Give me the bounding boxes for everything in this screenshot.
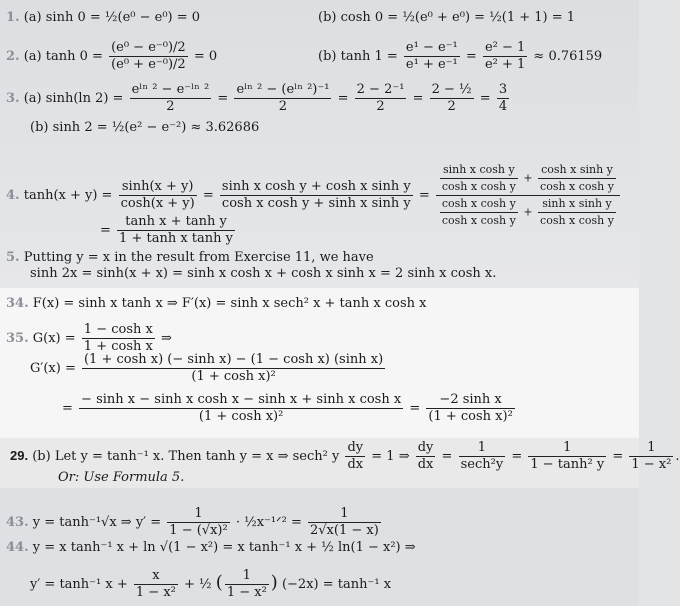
exercise-3b <box>30 120 259 136</box>
numerator: sinh x cosh y + cosh x sinh y <box>221 179 411 194</box>
exercise-4-result <box>100 214 237 247</box>
exercise-number: 1. <box>6 10 20 25</box>
fraction <box>167 506 229 539</box>
equation-lhs: G(x) = <box>32 331 76 346</box>
exercise-2a <box>6 40 217 73</box>
numerator: −2 sinh x <box>439 392 502 407</box>
equation: cosh 0 = ½(e⁰ + e⁰) = ½(1 + 1) = 1 <box>340 10 576 25</box>
equals: = <box>418 188 430 203</box>
fraction <box>234 82 331 115</box>
fraction <box>528 440 606 473</box>
exercise-number: 35. <box>6 331 29 346</box>
denominator: cosh(x + y) <box>120 196 195 211</box>
denominator: 1 − (√x)² <box>169 523 228 538</box>
numerator: 3 <box>498 82 508 97</box>
numerator: x <box>152 568 160 583</box>
period: . <box>675 449 680 464</box>
paren-open: ( <box>215 572 223 593</box>
part-label: (b) <box>318 49 337 64</box>
fraction <box>497 82 509 115</box>
fraction <box>629 440 673 473</box>
equation-rhs: = 0 <box>193 49 218 64</box>
fraction <box>82 322 155 355</box>
fraction <box>404 40 460 73</box>
equals: = <box>465 49 477 64</box>
fraction <box>430 82 474 115</box>
exercise-35 <box>6 322 172 355</box>
denominator: 1 − x² <box>631 457 672 472</box>
denominator: cosh x cosh y + sinh x sinh y <box>221 196 411 211</box>
numerator: 1 <box>477 440 487 455</box>
fraction <box>345 440 365 473</box>
equals: = <box>412 91 424 106</box>
exercise-4 <box>6 162 622 229</box>
equation-part: · ½x⁻¹ᐟ² = <box>235 515 302 530</box>
denominator: (1 + cosh x)² <box>82 368 385 385</box>
compound-numerator <box>436 162 620 195</box>
exercise-44 <box>6 540 416 556</box>
fraction <box>440 196 518 229</box>
plus: + <box>523 171 533 185</box>
equation-lhs: y = tanh⁻¹√x ⇒ y′ = <box>32 515 162 530</box>
fraction <box>426 392 514 425</box>
exercise-3a <box>6 82 511 115</box>
exercise-number: 43. <box>6 515 29 530</box>
numerator: (1 + cosh x) (− sinh x) − (1 − cosh x) (sinh x) <box>83 352 384 367</box>
numerator: cosh x sinh y <box>541 163 613 176</box>
exercise-5 <box>6 250 374 266</box>
exercise-number: 4. <box>6 188 20 203</box>
exercise-29 <box>10 440 680 473</box>
denominator: 1 + cosh x <box>83 339 153 354</box>
equals: = <box>479 91 491 106</box>
approx-value: ≈ 0.76159 <box>533 49 603 64</box>
part-label: (b) <box>318 10 337 25</box>
numerator: 1 <box>563 440 572 455</box>
denominator: 1 − x² <box>135 585 176 600</box>
numerator: sinh x sinh y <box>542 197 612 210</box>
exercise-number: 2. <box>6 49 20 64</box>
exercise-number: 44. <box>6 540 29 555</box>
fraction <box>79 392 403 425</box>
numerator: e¹ − e⁻¹ <box>405 40 458 55</box>
denominator: (1 + cosh x)² <box>79 408 403 425</box>
denominator: 2 <box>430 98 474 115</box>
sentence: Putting y = x in the result from Exercise 11, we have <box>23 250 374 265</box>
numerator: e² − 1 <box>484 40 526 55</box>
numerator: sinh x cosh y <box>442 163 515 176</box>
exercise-29-alt <box>58 470 184 486</box>
equation-lhs: tanh(x + y) = <box>23 188 113 203</box>
fraction <box>355 82 407 115</box>
numerator: (e⁰ − e⁻⁰)/2 <box>111 40 186 55</box>
equation: sinh 2x = sinh(x + x) = sinh x cosh x + cosh x sinh x = 2 sinh x cosh x. <box>30 266 497 281</box>
exercise-43 <box>6 506 383 539</box>
equals: = <box>612 449 624 464</box>
fraction <box>459 440 506 473</box>
equals: = <box>441 449 453 464</box>
equation-part: (−2x) = tanh⁻¹ x <box>281 577 392 592</box>
equals: = <box>217 91 229 106</box>
fraction <box>109 40 188 73</box>
exercise-5-equation <box>30 266 496 282</box>
fraction <box>134 568 178 601</box>
fraction <box>538 196 616 229</box>
fraction <box>82 352 385 385</box>
denominator: 1 − tanh² y <box>530 457 605 472</box>
numerator: 1 − cosh x <box>83 322 153 337</box>
fraction <box>416 440 436 473</box>
fraction <box>220 179 413 212</box>
fraction <box>130 82 212 115</box>
equation-lhs: G′(x) = <box>30 361 76 376</box>
denominator: cosh x cosh y <box>441 214 516 227</box>
denominator: (1 + cosh x)² <box>428 409 513 424</box>
compound-fraction <box>436 162 620 229</box>
compound-denominator <box>436 195 620 229</box>
exercise-35-simplified <box>62 392 517 425</box>
part-label: (a) <box>23 49 42 64</box>
exercise-1a <box>6 10 200 26</box>
numerator: tanh x + tanh y <box>125 214 227 229</box>
numerator: 2 − 2⁻¹ <box>356 82 405 97</box>
paren-close: ) <box>270 572 278 593</box>
plus: + <box>523 205 533 219</box>
denominator: cosh x cosh y <box>540 180 614 193</box>
numerator: 1 <box>242 568 251 583</box>
equation-lhs: tanh 1 = <box>340 49 398 64</box>
fraction <box>119 179 197 212</box>
implies: ⇒ <box>160 331 172 346</box>
denominator: 1 + tanh x tanh y <box>119 231 233 246</box>
fraction <box>117 214 235 247</box>
part-label: (b) <box>30 120 49 135</box>
numerator: − sinh x − sinh x cosh x − sinh x + sinh x cosh x <box>81 392 402 407</box>
numerator: dy <box>417 440 434 455</box>
exercise-number: 29. <box>10 448 29 463</box>
numerator: 1 <box>340 506 349 521</box>
equation: y = x tanh⁻¹ x + ln √(1 − x²) = x tanh⁻¹ x + ½ ln(1 − x²) ⇒ <box>32 540 416 555</box>
sentence: (b) Let y = tanh⁻¹ x. Then tanh y = x ⇒ sech² y <box>32 449 340 464</box>
exercise-number: 34. <box>6 296 29 311</box>
equation: sinh 2 = ½(e² − e⁻²) ≈ 3.62686 <box>52 120 260 135</box>
denominator: e¹ + e⁻¹ <box>405 57 458 72</box>
equals: = <box>202 188 214 203</box>
part-label: (a) <box>23 91 42 106</box>
exercise-34 <box>6 296 427 312</box>
denominator: 1 − x² <box>226 585 267 600</box>
equation-lhs: sinh(ln 2) = <box>45 91 124 106</box>
numerator: 2 − ½ <box>431 82 472 97</box>
equals: = <box>337 91 349 106</box>
denominator: dx <box>416 456 436 473</box>
denominator: (e⁰ + e⁻⁰)/2 <box>111 57 186 72</box>
numerator: eˡⁿ ² − (eˡⁿ ²)⁻¹ <box>236 82 330 97</box>
exercise-number: 3. <box>6 91 20 106</box>
equals: = <box>409 401 421 416</box>
numerator: sinh(x + y) <box>121 179 194 194</box>
denominator: e² + 1 <box>484 57 526 72</box>
denominator: 2 <box>234 98 331 115</box>
exercise-44-derivative <box>30 568 391 601</box>
fraction <box>483 40 527 73</box>
equals: = <box>511 449 523 464</box>
exercise-number: 5. <box>6 250 20 265</box>
numerator: 1 <box>194 506 203 521</box>
equation-lhs: tanh 0 = <box>45 49 103 64</box>
equation-lhs: y′ = tanh⁻¹ x + <box>30 577 128 592</box>
equation: sinh 0 = ½(e⁰ − e⁰) = 0 <box>45 10 201 25</box>
sentence: Or: Use Formula 5. <box>58 470 185 485</box>
denominator: sech²y <box>460 457 504 472</box>
denominator: 2 <box>130 98 212 115</box>
fraction <box>440 162 518 195</box>
part-label: (a) <box>23 10 42 25</box>
equation-part: + ½ <box>184 577 212 592</box>
fraction <box>225 568 269 601</box>
fraction <box>538 162 616 195</box>
equation: F(x) = sinh x tanh x ⇒ F′(x) = sinh x sech² x + tanh x cosh x <box>32 296 427 311</box>
denominator: 2 <box>355 98 407 115</box>
denominator: cosh x cosh y <box>540 214 614 227</box>
equation-part: = 1 ⇒ <box>371 449 410 464</box>
denominator: dx <box>345 456 365 473</box>
numerator: cosh x cosh y <box>441 197 516 210</box>
exercise-2b <box>318 40 602 73</box>
numerator: eˡⁿ ² − e⁻ˡⁿ ² <box>131 82 210 97</box>
exercise-35-derivative <box>30 352 387 385</box>
denominator: 2√x(1 − x) <box>310 523 379 538</box>
numerator: 1 <box>647 440 656 455</box>
equals: = <box>62 401 73 416</box>
equals: = <box>100 223 111 238</box>
denominator: 4 <box>498 99 508 114</box>
denominator: cosh x cosh y <box>441 180 516 193</box>
numerator: dy <box>347 440 364 455</box>
fraction <box>308 506 381 539</box>
exercise-1b <box>318 10 575 26</box>
